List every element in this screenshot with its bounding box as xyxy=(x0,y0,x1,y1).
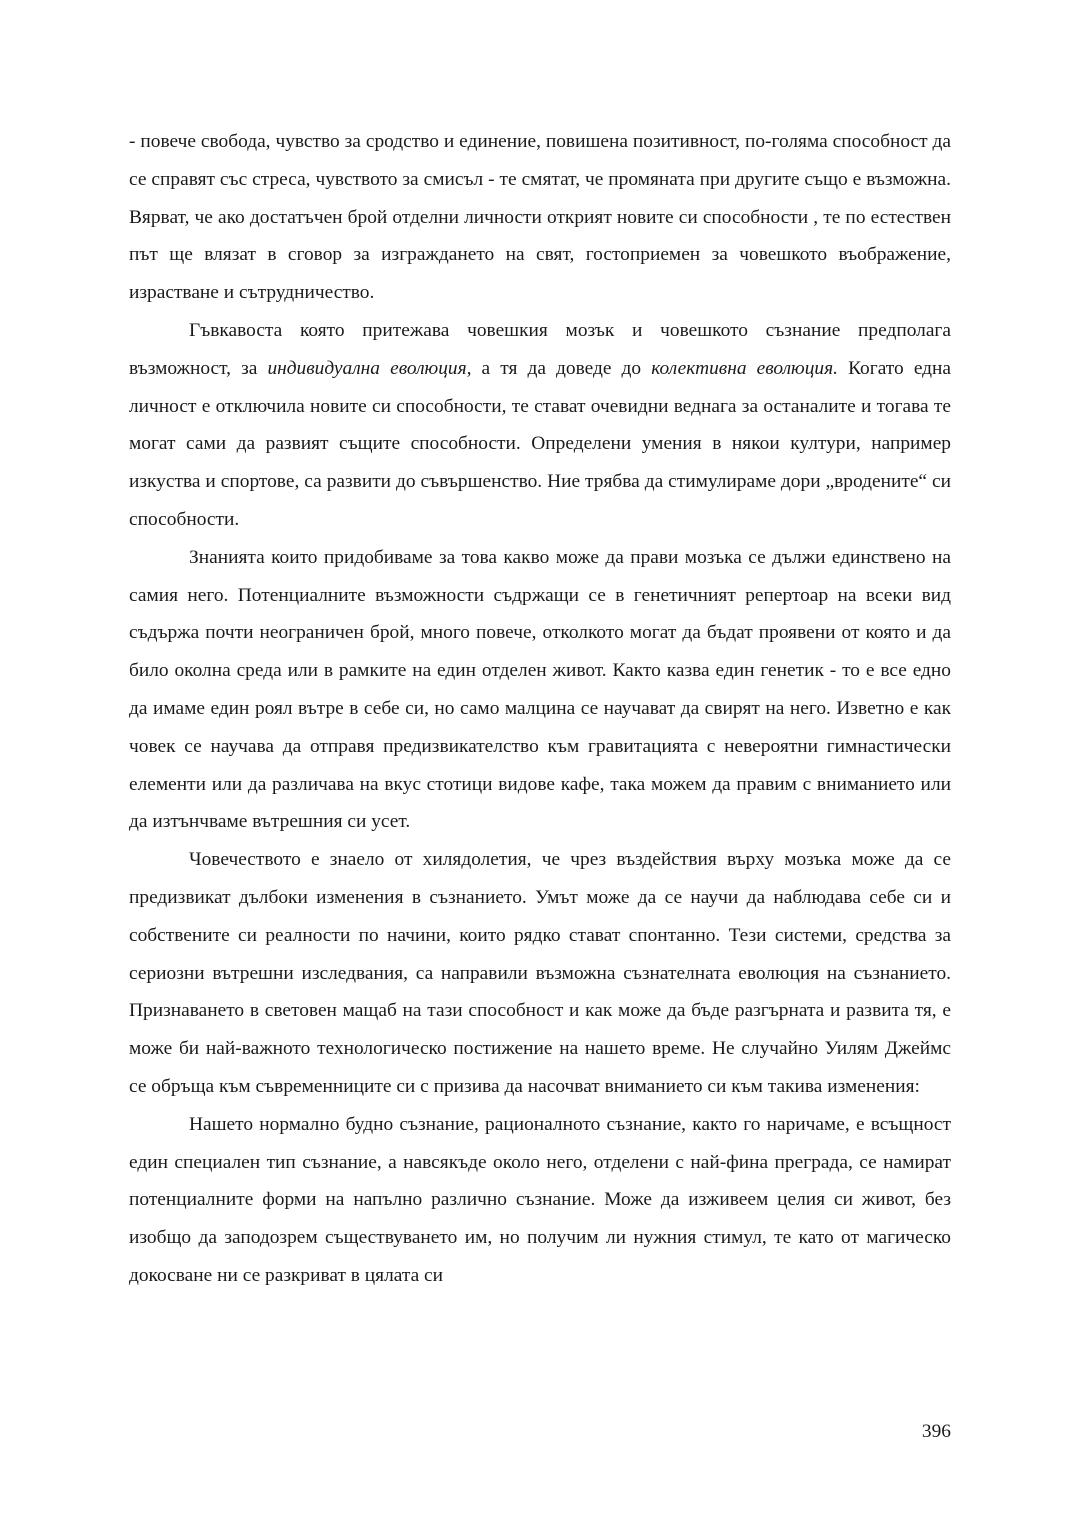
document-body xyxy=(129,123,951,1295)
paragraph-3 xyxy=(129,539,951,841)
paragraph-1 xyxy=(129,123,951,312)
paragraph-2-text-b: а тя да доведе до xyxy=(471,357,652,379)
paragraph-4-text: Човечеството е знаело от хилядолетия, че чрез въздействия върху мозъка може да се предизвикат дълбоки изменения в съзнанието. Умът може да се научи да наблюдава себе си и собствените си реалности по начини, които рядко стават спонтанно. Тези системи, средства за сериозни вътрешни изследвания, са направили възможна съзнателната еволюция на съзнанието. Признаването в световен мащаб на тази способност и как може да бъде разгърната и развита тя, е може би най-важното технологическо постижение на нашето време. Не случайно Уилям Джеймс се обръща към съвременниците си с призива да насочват вниманието си към такива изменения: xyxy=(129,849,951,1097)
paragraph-5 xyxy=(129,1106,951,1295)
paragraph-5-text: Нашето нормално будно съзнание, рационалното съзнание, както го наричаме, е всъщност един специален тип съзнание, а навсякъде около него, отделени с най-фина преграда, се намират потенциалните форми на напълно различно съзнание. Може да изживеем целия си живот, без изобщо да заподозрем съществуването им, но получим ли нужния стимул, те като от магическо докосване ни се разкриват в цялата си xyxy=(129,1113,951,1286)
page-number: 396 xyxy=(921,1421,951,1442)
paragraph-2-emphasis-collective-evolution: колективна еволюция. xyxy=(651,357,838,379)
paragraph-2-text-a: Гъвкавоста която притежава човешкия мозък и човешкото съзнание предполага възможност, за xyxy=(129,319,951,379)
paragraph-2 xyxy=(129,312,951,539)
paragraph-1-text: - повече свобода, чувство за сродство и единение, повишена позитивност, по-голяма способност да се справят със стреса, чувството за смисъл - те смятат, че промяната при другите също е възможна. Вярват, че ако достатъчен брой отделни личности открият новите си способности , те по естествен път ще влязат в сговор за изграждането на свят, гостоприемен за човешкото въображение, израстване и сътрудничество. xyxy=(129,131,951,304)
paragraph-2-emphasis-individual-evolution: индивидуална еволюция, xyxy=(267,357,472,379)
paragraph-3-text: Знанията които придобиваме за това какво може да прави мозъка се дължи единствено на самия него. Потенциалните възможности съдржащи се в генетичният репертоар на всеки вид съдържа почти неограничен брой, много повече, отколкото могат да бъдат проявени от която и да било околна среда или в рамките на един отделен живот. Както казва един генетик - то е все едно да имаме един роял вътре в себе си, но само малцина се научават да свирят на него. Изветно е как човек се научава да отправя предизвикателство към гравитацията с невероятни гимнастически елементи или да различава на вкус стотици видове кафе, така можем да правим с вниманието или да изтънчваме вътрешния си усет. xyxy=(129,546,951,833)
paragraph-4 xyxy=(129,841,951,1106)
paragraph-2-text-c: Когато една личност е отключила новите си способности, те стават очевидни веднага за останалите и тогава те могат сами да развият същите способности. Определени умения в някои култури, например изкуства и спортове, са развити до съвършенство. Ние трябва да стимулираме дори „вродените“ си способности. xyxy=(129,357,952,530)
